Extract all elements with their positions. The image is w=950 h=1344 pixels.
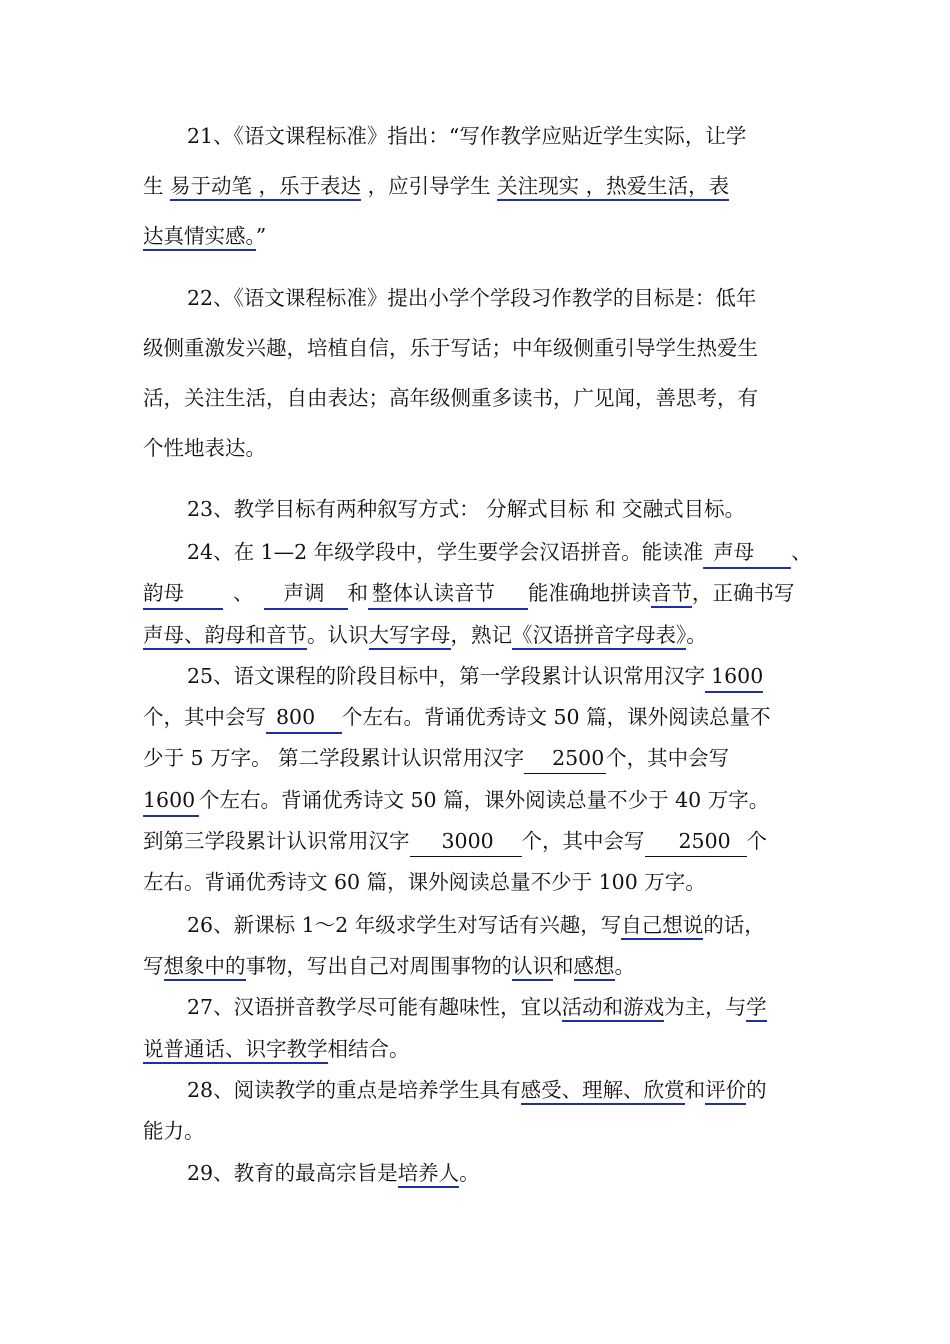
item-24-line-1 — [187, 537, 812, 567]
item-25-line-4 — [143, 785, 769, 815]
answer-blank: 声母、韵母和音节 — [143, 623, 307, 650]
text: 。 — [459, 1161, 480, 1185]
text: 生 — [143, 174, 171, 198]
text: 写 — [143, 954, 164, 978]
item-24-line-2 — [143, 578, 795, 608]
text: 为主，与 — [664, 995, 747, 1019]
answer-blank: 1600 — [705, 661, 763, 693]
text: ” — [255, 224, 267, 248]
answer-blank: 声母 — [703, 537, 791, 569]
text: ，正确书写 — [692, 581, 795, 605]
text: 。认识 — [307, 623, 369, 647]
text: 的话， — [703, 913, 765, 937]
item-25-line-1 — [187, 661, 763, 691]
text: 个左右。背诵优秀诗文 50 篇，课外阅读总量不少于 40 万字。 — [199, 788, 770, 812]
answer-blank: 认识 — [512, 954, 553, 981]
answer-blank: 感想 — [574, 954, 615, 981]
text: ，熟记 — [450, 623, 512, 647]
text: 和 — [347, 581, 368, 605]
item-21-line-3 — [143, 221, 266, 251]
answer-blank: 想象中的 — [164, 954, 246, 981]
text: 、 — [791, 540, 812, 564]
text: 事物，写出自己对周围事物的 — [245, 954, 512, 978]
answer-blank: 3000 — [410, 826, 522, 857]
item-25-line-5 — [143, 826, 767, 856]
answer-blank: 音节 — [651, 581, 692, 608]
answer-blank: 韵母 — [143, 578, 223, 610]
item-27-line-2 — [143, 1034, 410, 1064]
answer-blank: 关注现实 ，热爱生活，表 — [497, 174, 729, 201]
item-21-line-2 — [143, 171, 729, 201]
answer-blank: 学 — [746, 995, 767, 1022]
answer-blank: 800 — [266, 702, 342, 734]
answer-blank: 活动和游戏 — [562, 995, 665, 1022]
text: 、 — [233, 581, 254, 605]
text: 27、汉语拼音教学尽可能有趣味性，宜以 — [187, 995, 562, 1019]
answer-blank: 整体认读音节 — [368, 578, 528, 610]
text: 。 — [686, 623, 707, 647]
answer-blank: 自己想说 — [621, 913, 703, 940]
answer-blank: 《汉语拼音字母表》 — [512, 623, 686, 650]
item-25-line-3 — [143, 743, 729, 773]
text: 和 — [553, 954, 574, 978]
text: 24、在 1—2 年级学段中，学生要学会汉语拼音。能读准 — [187, 540, 704, 564]
item-27-line-1 — [187, 992, 767, 1022]
text: 相结合。 — [327, 1037, 410, 1061]
item-22-line-3: 活，关注生活，自由表达；高年级侧重多读书，广见闻，善思考，有 — [143, 386, 758, 410]
answer-blank: 2500 — [645, 826, 747, 857]
text: 到第三学段累计认识常用汉字 — [143, 829, 410, 853]
item-22-line-2: 级侧重激发兴趣，培植自信，乐于写话；中年级侧重引导学生热爱生 — [143, 336, 758, 360]
answer-blank: 感受、理解、欣赏 — [521, 1078, 685, 1105]
text: 28、阅读教学的重点是培养学生具有 — [187, 1078, 521, 1102]
text: 25、语文课程的阶段目标中，第一学段累计认识常用汉字 — [187, 664, 706, 688]
item-21-line-1: 21、《语文课程标准》指出：“写作教学应贴近学生实际，让学 — [187, 124, 747, 148]
item-24-line-3 — [143, 620, 707, 650]
item-29-line-1 — [187, 1158, 480, 1188]
text: 个，其中会写 — [143, 705, 266, 729]
item-25-line-2 — [143, 702, 771, 732]
answer-blank: 评价 — [705, 1078, 746, 1105]
answer-blank: 声调 — [264, 578, 348, 610]
item-26-line-2 — [143, 951, 635, 981]
item-25-line-6: 左右。背诵优秀诗文 60 篇，课外阅读总量不少于 100 万字。 — [143, 870, 706, 894]
text: ，应引导学生 — [361, 174, 498, 198]
answer-blank: 说普通话、识字教学 — [143, 1037, 328, 1064]
text: 和 — [684, 1078, 706, 1102]
text: 26、新课标 1～2 年级求学生对写话有兴趣，写 — [187, 913, 622, 937]
answer-blank: 易于动笔 ，乐于表达 — [170, 174, 361, 201]
answer-blank: 1600 — [143, 785, 199, 817]
text: 29、教育的最高宗旨是 — [187, 1161, 398, 1185]
text: 能准确地拼读 — [528, 581, 651, 605]
item-23-line-1: 23、教学目标有两种叙写方式： 分解式目标 和 交融式目标。 — [187, 497, 746, 521]
item-22-line-4: 个性地表达。 — [143, 436, 266, 460]
item-22-line-1: 22、《语文课程标准》提出小学个学段习作教学的目标是：低年 — [187, 286, 757, 310]
answer-blank: 达真情实感。 — [143, 224, 256, 251]
text: 的 — [746, 1078, 767, 1102]
answer-blank: 2500 — [524, 743, 606, 774]
text: 个 — [746, 829, 767, 853]
text: 个，其中会写 — [606, 746, 730, 770]
item-26-line-1 — [187, 910, 765, 940]
item-28-line-2: 能力。 — [143, 1119, 205, 1143]
item-28-line-1 — [187, 1075, 767, 1105]
answer-blank: 培养人 — [398, 1161, 460, 1188]
text: 少于 5 万字。 第二学段累计认识常用汉字 — [143, 746, 525, 770]
text: 。 — [614, 954, 635, 978]
text: 个，其中会写 — [521, 829, 645, 853]
answer-blank: 大写字母 — [369, 623, 451, 650]
text: 个左右。背诵优秀诗文 50 篇，课外阅读总量不 — [342, 705, 771, 729]
